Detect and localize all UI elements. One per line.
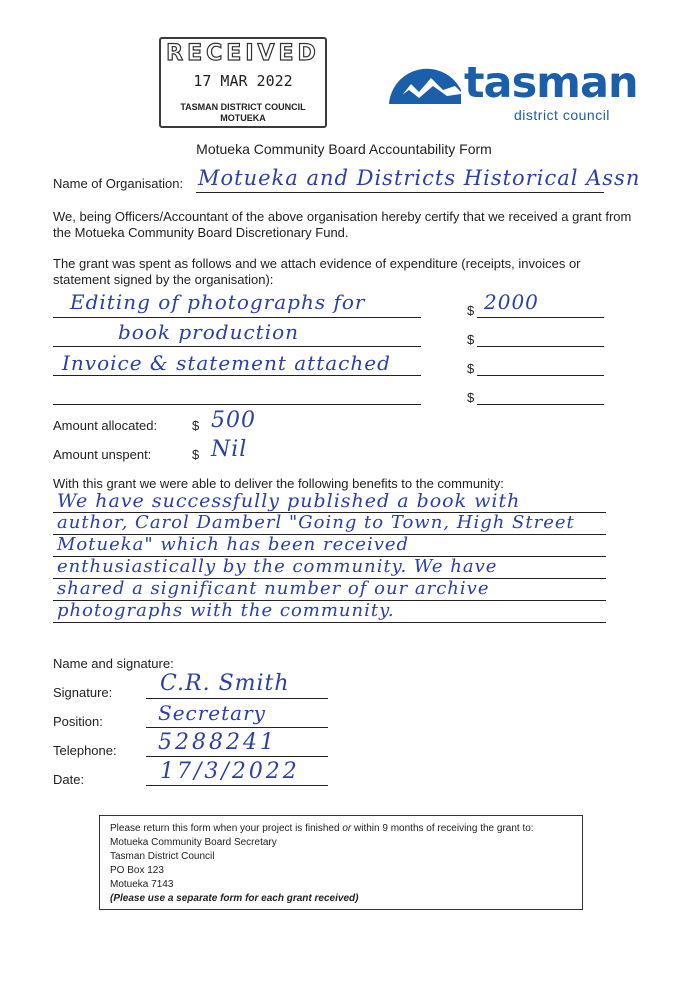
position-label: Position:	[53, 714, 103, 729]
signoff-heading: Name and signature:	[53, 656, 174, 671]
amount-line	[477, 375, 604, 376]
signature-label: Signature:	[53, 685, 113, 700]
signature-line	[146, 698, 328, 699]
return-instructions-box	[99, 815, 583, 910]
amount-unspent-value: Nil	[211, 437, 248, 462]
expenditure-desc-3: Invoice & statement attached	[62, 351, 391, 375]
organisation-line	[196, 192, 604, 193]
currency-symbol: $	[467, 303, 475, 318]
position-line	[146, 727, 328, 728]
telephone-value: 5288241	[158, 730, 277, 755]
amount-line	[477, 346, 604, 347]
telephone-line	[146, 756, 328, 757]
expenditure-line	[53, 404, 421, 405]
amount-line	[477, 404, 604, 405]
certify-text: We, being Officers/Accountant of the above organisation hereby certify that we received a grant from the Motueka Community Board Discretionary Fund.	[53, 209, 632, 240]
expenditure-amount-1: 2000	[484, 290, 539, 314]
separate-form-note: (Please use a separate form for each grant received)	[110, 893, 359, 904]
amount-allocated-label: Amount allocated:	[53, 418, 158, 433]
amount-unspent-label: Amount unspent:	[53, 447, 152, 462]
date-value: 17/3/2022	[160, 759, 300, 784]
organisation-label: Name of Organisation:	[53, 176, 184, 191]
position-value: Secretary	[158, 701, 266, 725]
logo-tagline: district council	[514, 107, 610, 123]
benefits-line	[53, 534, 606, 535]
stamp-word: RECEIVED	[166, 41, 320, 66]
benefits-line-5: shared a significant number of our archive	[57, 578, 490, 599]
address-line: Motueka Community Board Secretary	[110, 837, 277, 848]
telephone-label: Telephone:	[53, 743, 117, 758]
expenditure-line	[53, 346, 421, 347]
amount-allocated-currency: $	[192, 418, 200, 433]
benefits-line-4: enthusiastically by the community. We have	[57, 556, 498, 577]
spent-text: The grant was spent as follows and we attach evidence of expenditure (receipts, invoices or statement signed by the organisation):	[53, 256, 581, 287]
benefits-label: With this grant we were able to deliver the following benefits to the community:	[53, 476, 504, 491]
currency-symbol: $	[467, 361, 475, 376]
expenditure-line	[53, 375, 421, 376]
currency-symbol: $	[467, 332, 475, 347]
benefits-line-2: author, Carol Damberl "Going to Town, High Street	[57, 512, 575, 533]
date-label: Date:	[53, 772, 85, 787]
date-line	[146, 785, 328, 786]
stamp-date: 17 MAR 2022	[193, 72, 293, 90]
address-line: Tasman District Council	[110, 851, 215, 862]
organisation-value: Motueka and Districts Historical Assn	[198, 166, 641, 190]
address-line: PO Box 123	[110, 865, 164, 876]
benefits-line	[53, 556, 606, 557]
return-instructions-intro: Please return this form when your project is finished or within 9 months of receiving the grant to:	[110, 823, 534, 834]
benefits-line	[53, 600, 606, 601]
logo-wordmark: tasman	[464, 58, 638, 108]
expenditure-desc-1: Editing of photographs for	[70, 290, 366, 314]
amount-allocated-value: 500	[211, 408, 256, 433]
amount-line	[477, 317, 604, 318]
stamp-org-line2: MOTUEKA	[220, 113, 266, 123]
benefits-line	[53, 578, 606, 579]
benefits-line-3: Motueka" which has been received	[57, 534, 410, 555]
received-stamp	[159, 37, 327, 128]
benefits-line-6: photographs with the community.	[57, 600, 395, 621]
tasman-logo-icon	[385, 60, 465, 108]
benefits-line	[53, 622, 606, 623]
expenditure-line	[53, 317, 421, 318]
amount-unspent-currency: $	[192, 447, 200, 462]
signature-value: C.R. Smith	[160, 671, 290, 696]
benefits-line	[53, 512, 606, 513]
benefits-line-1: We have successfully published a book with	[57, 490, 521, 512]
form-title: Motueka Community Board Accountability Form	[196, 141, 492, 157]
address-line: Motueka 7143	[110, 879, 174, 890]
expenditure-desc-2: book production	[118, 320, 300, 344]
stamp-org-line1: TASMAN DISTRICT COUNCIL	[180, 102, 306, 112]
currency-symbol: $	[467, 390, 475, 405]
stamp-org	[161, 102, 325, 124]
